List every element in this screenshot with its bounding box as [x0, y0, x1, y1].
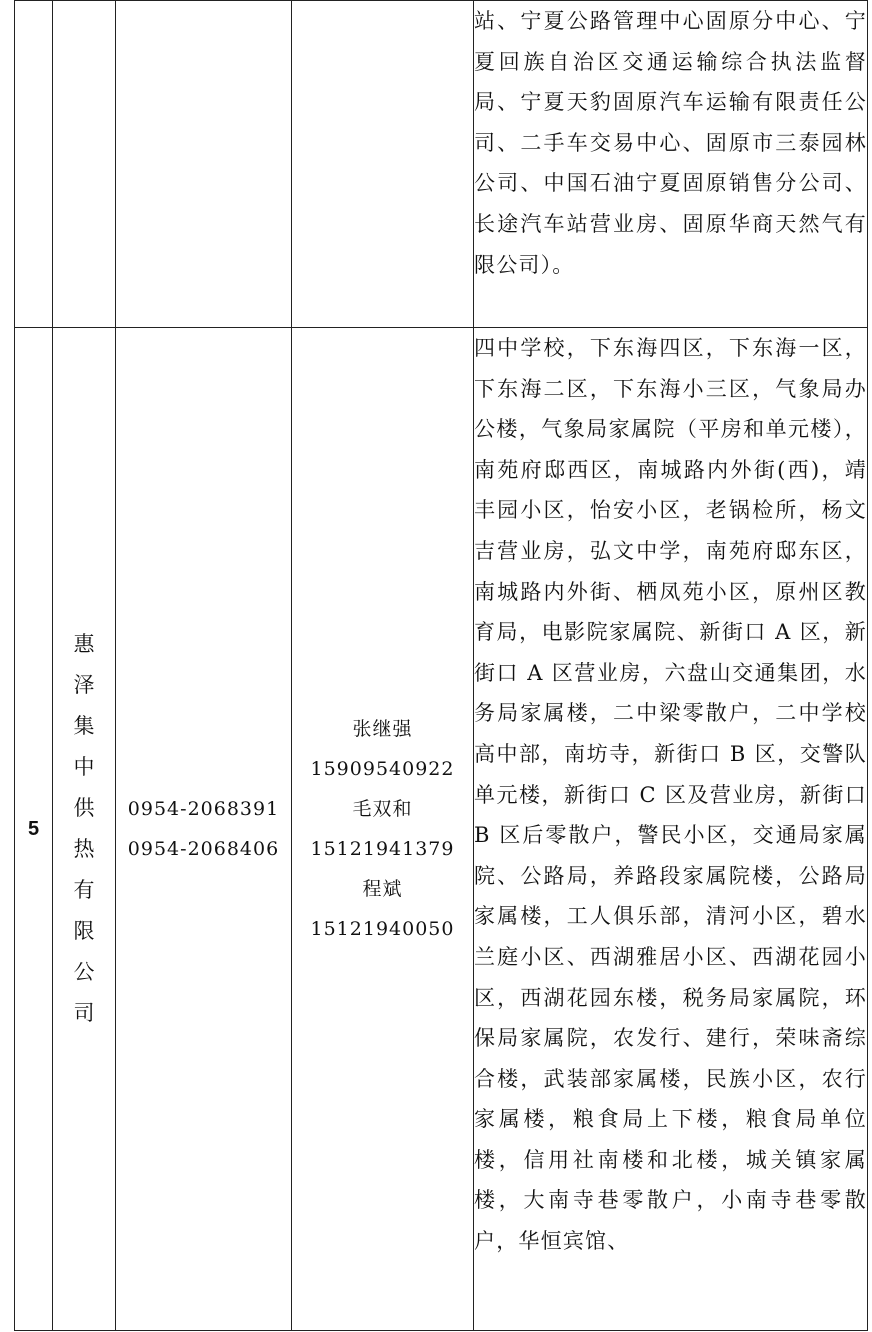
- table-row: [15, 328, 868, 1331]
- contact-phone: 15121941379: [310, 838, 455, 860]
- telephone-cell: [116, 1, 292, 328]
- telephone-cell: [116, 328, 292, 1331]
- contact-cell: [292, 328, 474, 1331]
- company-name-cell: [53, 328, 116, 1331]
- company-name-cell: [53, 1, 116, 328]
- telephone-number: 0954-2068406: [127, 838, 280, 860]
- company-name-char: 中: [73, 755, 95, 779]
- contact-name: 张继强: [352, 718, 413, 740]
- table-row: [15, 1, 868, 328]
- company-name-char: 热: [73, 837, 95, 861]
- company-name-char: 有: [73, 878, 95, 902]
- contact-phone: 15909540922: [310, 758, 455, 780]
- telephone-number: 0954-2068391: [127, 798, 280, 820]
- service-area-cell: 四中学校，下东海四区，下东海一区，下东海二区，下东海小三区，气象局办公楼，气象局家属院（平房和单元楼），南苑府邸西区，南城路内外街(西)，靖丰园小区，怡安小区，老锅检所，杨文吉营业房，弘文中学，南苑府邸东区，南城路内外街、栖凤苑小区，原州区教育局，电影院家属院、新街口 A 区，新街口 A 区营业房，六盘山交通集团，水务局家属楼，二中梁零散户，二中学校高中部，南坊寺，新街口 B 区，交警队单元楼，新街口 C 区及营业房，新街口 B 区后零散户，警民小区，交通局家属院、公路局，养路段家属院楼，公路局家属楼，工人俱乐部，清河小区，碧水兰庭小区、西湖雅居小区、西湖花园小区，西湖花园东楼，税务局家属院，环保局家属院，农发行、建行，荣味斋综合楼，武装部家属楼，民族小区，农行家属楼，粮食局上下楼，粮食局单位楼，信用社南楼和北楼，城关镇家属楼，大南寺巷零散户，小南寺巷零散户，华恒宾馆、: [474, 328, 868, 1331]
- contact-name: 程斌: [362, 878, 403, 900]
- company-name-char: 集: [73, 714, 95, 738]
- company-name-char: 泽: [73, 673, 95, 697]
- company-name-char: 司: [73, 1001, 95, 1025]
- company-name-char: 公: [73, 960, 95, 984]
- service-area-cell: 站、宁夏公路管理中心固原分中心、宁夏回族自治区交通运输综合执法监督局、宁夏天豹固原汽车运输有限责任公司、二手车交易中心、固原市三泰园林公司、中国石油宁夏固原销售分公司、长途汽车站营业房、固原华商天然气有限公司）。: [474, 1, 868, 328]
- row-index-cell: 5: [15, 328, 53, 1331]
- contact-name: 毛双和: [352, 798, 413, 820]
- company-name-char: 供: [73, 796, 95, 820]
- contact-phone: 15121940050: [310, 918, 455, 940]
- company-name-char: 惠: [73, 632, 95, 656]
- heating-service-table: [14, 0, 868, 1331]
- company-name-char: 限: [73, 919, 95, 943]
- row-index-cell: [15, 1, 53, 328]
- contact-cell: [292, 1, 474, 328]
